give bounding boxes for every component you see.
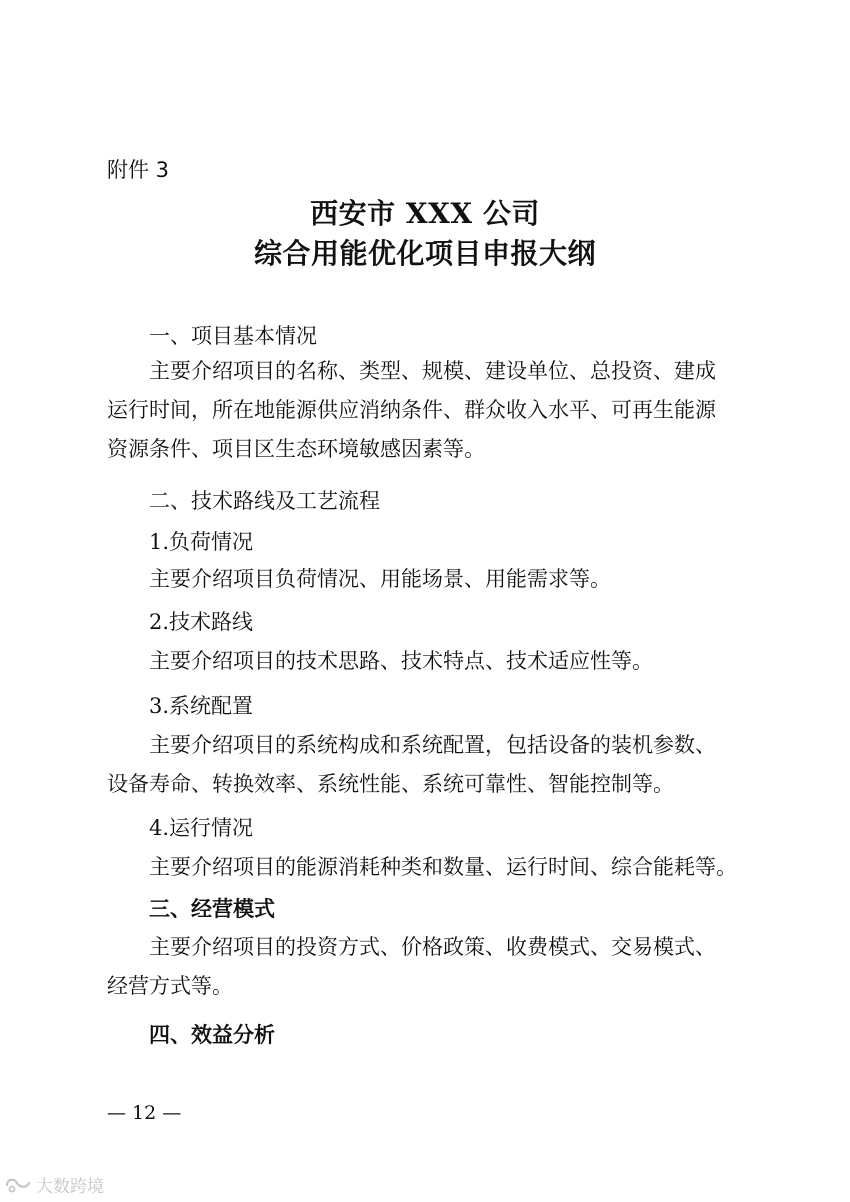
brand-logo-icon bbox=[4, 1175, 32, 1195]
paragraph-line: 主要介绍项目的系统构成和系统配置，包括设备的装机参数、 bbox=[149, 733, 716, 757]
subsection-text-2: 主要介绍项目的技术思路、技术特点、技术适应性等。 bbox=[149, 649, 653, 673]
watermark bbox=[4, 1172, 104, 1197]
subsection-text-1: 主要介绍项目负荷情况、用能场景、用能需求等。 bbox=[149, 567, 611, 591]
subsection-text-4: 主要介绍项目的能源消耗种类和数量、运行时间、综合能耗等。 bbox=[149, 855, 737, 879]
document-title-line-2: 综合用能优化项目申报大纲 bbox=[253, 237, 596, 270]
section-heading-1: 一、项目基本情况 bbox=[149, 324, 317, 348]
section-1-paragraph bbox=[107, 352, 743, 469]
paragraph-line: 资源条件、项目区生态环境敏感因素等。 bbox=[107, 437, 485, 461]
subsection-text-3 bbox=[107, 726, 743, 804]
watermark-text: 大数跨境 bbox=[36, 1177, 104, 1197]
paragraph-line: 主要介绍项目的名称、类型、规模、建设单位、总投资、建成 bbox=[149, 359, 716, 383]
subsection-title-4: 4.运行情况 bbox=[149, 816, 254, 840]
section-heading-3: 三、经营模式 bbox=[149, 897, 275, 921]
document-title-line-1: 西安市 XXX 公司 bbox=[310, 197, 540, 230]
paragraph-line: 运行时间，所在地能源供应消纳条件、群众收入水平、可再生能源 bbox=[107, 398, 716, 422]
paragraph-line: 主要介绍项目的投资方式、价格政策、收费模式、交易模式、 bbox=[149, 935, 716, 959]
page-number: — 12 — bbox=[107, 1102, 182, 1124]
section-heading-4: 四、效益分析 bbox=[149, 1023, 275, 1047]
section-heading-2: 二、技术路线及工艺流程 bbox=[149, 489, 380, 513]
subsection-title-2: 2.技术路线 bbox=[149, 610, 254, 634]
attachment-label: 附件 3 bbox=[107, 158, 170, 182]
subsection-title-1: 1.负荷情况 bbox=[149, 530, 254, 554]
section-3-paragraph bbox=[107, 928, 743, 1006]
paragraph-line: 设备寿命、转换效率、系统性能、系统可靠性、智能控制等。 bbox=[107, 772, 674, 796]
paragraph-line: 经营方式等。 bbox=[107, 974, 233, 998]
subsection-title-3: 3.系统配置 bbox=[149, 694, 254, 718]
